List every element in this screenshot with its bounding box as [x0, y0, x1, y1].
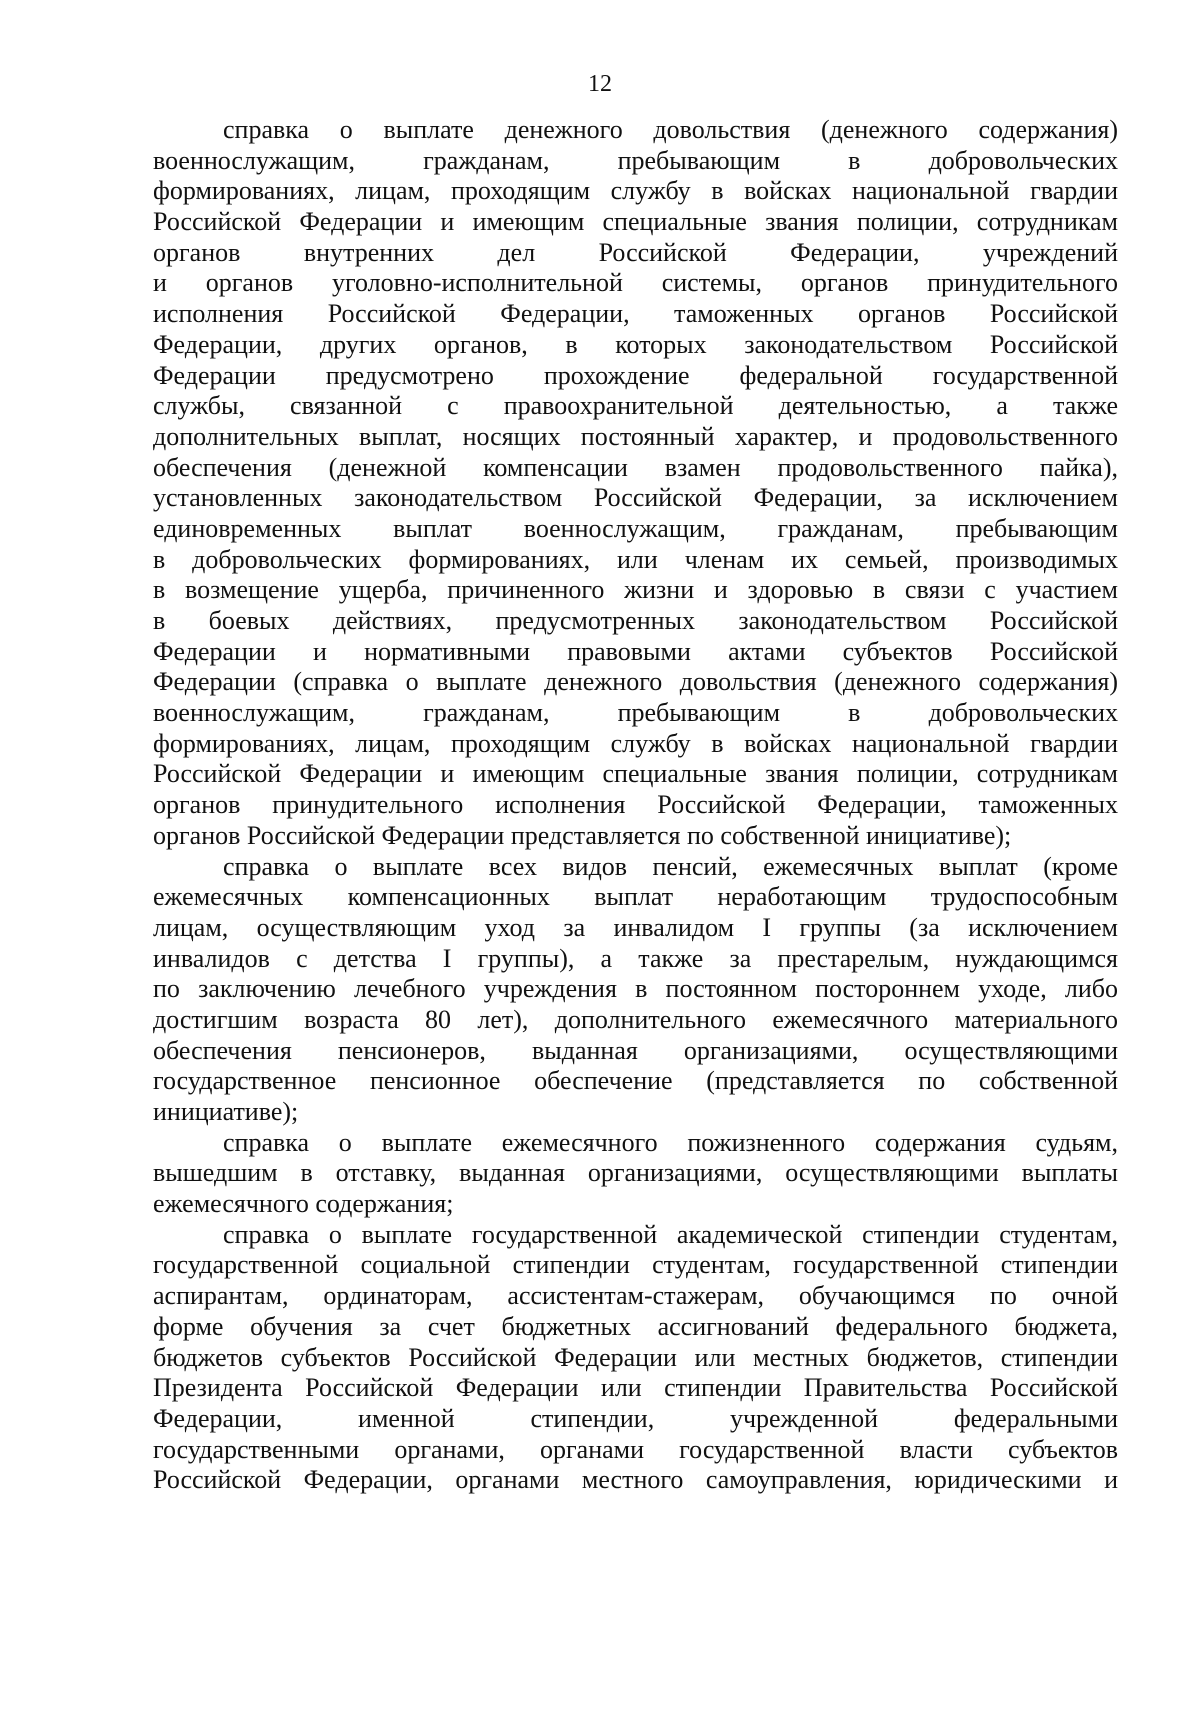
- text-line: обеспечения пенсионеров, выданная организациями, осуществляющими: [153, 1035, 1118, 1065]
- text-line: инвалидов с детства I группы), а также за престарелым, нуждающимся: [153, 943, 1118, 973]
- text-line: в боевых действиях, предусмотренных законодательством Российской: [153, 606, 1118, 635]
- paragraph: [153, 1128, 1118, 1220]
- text-line: в возмещение ущерба, причиненного жизни и здоровью в связи с участием: [153, 575, 1118, 605]
- text-line: органов внутренних дел Российской Федерации, учреждений: [153, 237, 1118, 267]
- text-line: ежемесячных компенсационных выплат неработающим трудоспособным: [153, 882, 1118, 912]
- text-line: справка о выплате денежного довольствия (денежного содержания): [223, 115, 1118, 144]
- text-line: Федерации, других органов, в которых законодательством Российской: [153, 329, 1118, 359]
- text-line: достигшим возраста 80 лет), дополнительного ежемесячного материального: [153, 1004, 1118, 1034]
- paragraph: [153, 115, 1118, 852]
- text-line: органов принудительного исполнения Российской Федерации, таможенных: [153, 790, 1118, 820]
- text-line: Федерации (справка о выплате денежного довольствия (денежного содержания): [153, 667, 1118, 697]
- text-line: обеспечения (денежной компенсации взамен продовольственного пайка),: [153, 452, 1118, 482]
- paragraph: [153, 852, 1118, 1128]
- text-line: Федерации, именной стипендии, учрежденной федеральными: [153, 1403, 1118, 1433]
- text-line: государственными органами, органами государственной власти субъектов: [153, 1434, 1118, 1464]
- text-line: исполнения Российской Федерации, таможенных органов Российской: [153, 299, 1118, 329]
- text-line: государственной социальной стипендии студентам, государственной стипендии: [153, 1250, 1118, 1280]
- text-line: органов Российской Федерации представляется по собственной инициативе);: [153, 820, 1012, 850]
- text-line: аспирантам, ординаторам, ассистентам-стажерам, обучающимся по очной: [153, 1281, 1118, 1311]
- text-line: формированиях, лицам, проходящим службу в войсках национальной гвардии: [153, 728, 1118, 758]
- text-line: и органов уголовно-исполнительной системы, органов принудительного: [153, 268, 1118, 298]
- text-line: лицам, осуществляющим уход за инвалидом I группы (за исключением: [153, 912, 1118, 942]
- document-body: [153, 115, 1118, 1496]
- text-line: справка о выплате ежемесячного пожизненного содержания судьям,: [223, 1127, 1118, 1157]
- text-line: в добровольческих формированиях, или членам их семьей, производимых: [153, 544, 1118, 574]
- text-line: дополнительных выплат, носящих постоянный характер, и продовольственного: [153, 421, 1118, 451]
- text-line: государственное пенсионное обеспечение (представляется по собственной: [153, 1066, 1118, 1096]
- text-line: Президента Российской Федерации или стипендии Правительства Российской: [153, 1373, 1118, 1403]
- text-line: формированиях, лицам, проходящим службу в войсках национальной гвардии: [153, 176, 1118, 206]
- text-line: Российской Федерации и имеющим специальные звания полиции, сотрудникам: [153, 207, 1118, 237]
- text-line: службы, связанной с правоохранительной деятельностью, а также: [153, 391, 1118, 421]
- text-line: форме обучения за счет бюджетных ассигнований федерального бюджета,: [153, 1311, 1118, 1341]
- text-line: единовременных выплат военнослужащим, гражданам, пребывающим: [153, 513, 1118, 543]
- text-line: военнослужащим, гражданам, пребывающим в добровольческих: [153, 698, 1118, 728]
- text-line: Федерации предусмотрено прохождение федеральной государственной: [153, 360, 1118, 390]
- page-number: 12: [588, 71, 612, 97]
- text-line: установленных законодательством Российской Федерации, за исключением: [153, 483, 1118, 513]
- text-line: бюджетов субъектов Российской Федерации или местных бюджетов, стипендии: [153, 1342, 1118, 1372]
- text-line: по заключению лечебного учреждения в постоянном постороннем уходе, либо: [153, 974, 1118, 1004]
- text-line: Российской Федерации, органами местного самоуправления, юридическими и: [153, 1465, 1118, 1495]
- text-line: ежемесячного содержания;: [153, 1189, 454, 1219]
- text-line: справка о выплате всех видов пенсий, ежемесячных выплат (кроме: [223, 851, 1118, 881]
- text-line: Российской Федерации и имеющим специальные звания полиции, сотрудникам: [153, 759, 1118, 789]
- text-line: инициативе);: [153, 1097, 299, 1126]
- text-line: Федерации и нормативными правовыми актами субъектов Российской: [153, 636, 1118, 666]
- text-line: военнослужащим, гражданам, пребывающим в добровольческих: [153, 145, 1118, 175]
- paragraph: [153, 1220, 1118, 1496]
- text-line: вышедшим в отставку, выданная организациями, осуществляющими выплаты: [153, 1158, 1118, 1188]
- text-line: справка о выплате государственной академической стипендии студентам,: [223, 1219, 1118, 1249]
